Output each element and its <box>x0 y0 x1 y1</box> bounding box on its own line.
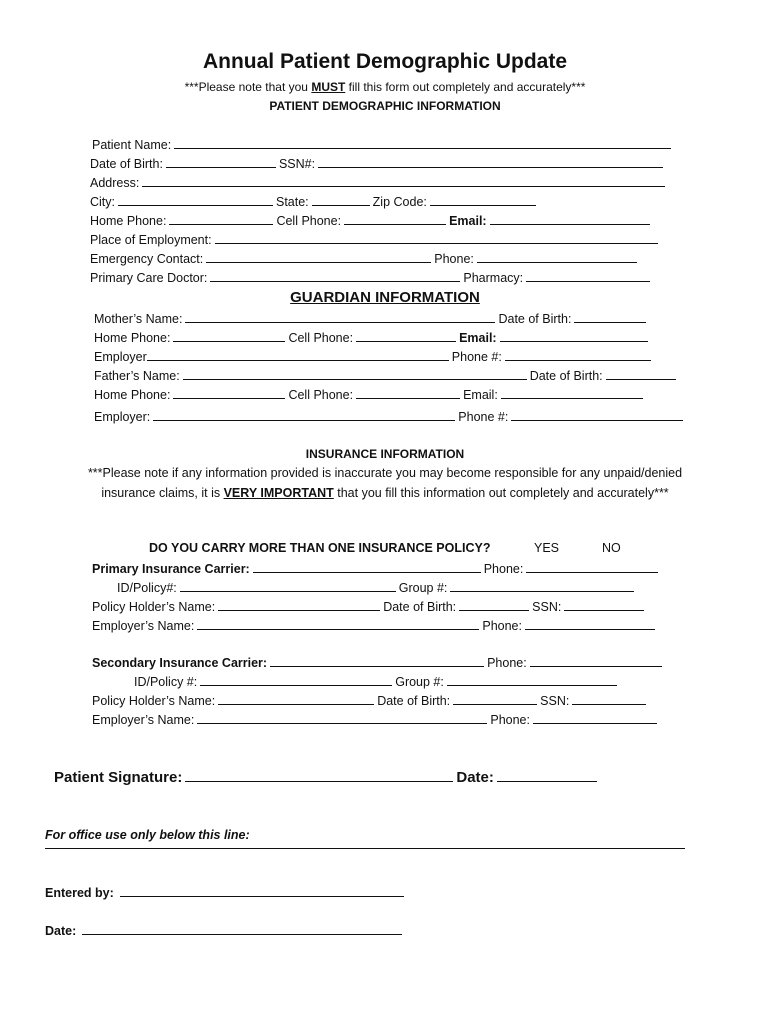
address-field[interactable] <box>142 175 665 187</box>
father-employer-row: Employer: Phone #: <box>94 409 686 427</box>
mother-cell-phone-field[interactable] <box>356 330 456 342</box>
secondary-carrier-field[interactable] <box>270 655 484 667</box>
insurance-notice-line2: insurance claims, it is VERY IMPORTANT that you fill this information out completely and accurately*** <box>101 486 669 500</box>
very-important-emphasis: VERY IMPORTANT <box>223 486 334 500</box>
ssn-field[interactable] <box>318 156 663 168</box>
entered-by-field[interactable] <box>120 885 404 897</box>
father-phones-row: Home Phone: Cell Phone: Email: <box>94 387 646 405</box>
primary-id-field[interactable] <box>180 580 396 592</box>
zip-field[interactable] <box>430 194 536 206</box>
primary-holder-dob-field[interactable] <box>459 599 529 611</box>
father-email-field[interactable] <box>501 387 643 399</box>
insurance-notice-line1: ***Please note if any information provided is inaccurate you may become responsible for any unpaid/denied <box>87 466 683 480</box>
patient-name-field[interactable] <box>174 137 671 149</box>
mother-phones-row: Home Phone: Cell Phone: Email: <box>94 330 651 348</box>
primary-id-row: ID/Policy#: Group #: <box>117 580 637 598</box>
office-date-field[interactable] <box>82 923 402 935</box>
father-cell-phone-field[interactable] <box>356 387 460 399</box>
insurance-section-heading: INSURANCE INFORMATION <box>305 447 465 461</box>
guardian-section-heading: GUARDIAN INFORMATION <box>290 289 480 306</box>
employment-field[interactable] <box>215 232 658 244</box>
father-name-field[interactable] <box>183 368 527 380</box>
office-use-heading-row <box>45 828 250 846</box>
patient-phones-row: Home Phone: Cell Phone: Email: <box>90 213 653 231</box>
doctor-pharmacy-row: Primary Care Doctor: Pharmacy: <box>90 270 653 288</box>
primary-holder-ssn-field[interactable] <box>564 599 644 611</box>
father-employer-phone-field[interactable] <box>511 409 683 421</box>
primary-carrier-row: Primary Insurance Carrier: Phone: <box>92 561 661 579</box>
mother-home-phone-field[interactable] <box>173 330 285 342</box>
state-field[interactable] <box>312 194 370 206</box>
address-row: Address: <box>90 175 668 193</box>
secondary-holder-row: Policy Holder’s Name: Date of Birth: SSN: <box>92 693 649 711</box>
father-employer-field[interactable] <box>153 409 455 421</box>
dob-ssn-row: Date of Birth: SSN#: <box>90 156 666 174</box>
secondary-holder-dob-field[interactable] <box>453 693 537 705</box>
completion-notice: ***Please note that you MUST fill this form out completely and accurately*** <box>184 80 586 94</box>
secondary-employer-field[interactable] <box>197 712 487 724</box>
secondary-employer-phone-field[interactable] <box>533 712 657 724</box>
no-option[interactable]: NO <box>602 541 621 555</box>
city-field[interactable] <box>118 194 273 206</box>
office-date-row: Date: <box>45 923 405 941</box>
mother-employer-row: Employer Phone #: <box>94 349 654 367</box>
entered-by-row: Entered by: <box>45 885 407 903</box>
mother-email-field[interactable] <box>500 330 648 342</box>
secondary-group-field[interactable] <box>447 674 617 686</box>
dob-field[interactable] <box>166 156 276 168</box>
primary-employer-row: Employer’s Name: Phone: <box>92 618 658 636</box>
primary-group-field[interactable] <box>450 580 634 592</box>
employment-row: Place of Employment: <box>90 232 661 250</box>
multiple-policy-question: DO YOU CARRY MORE THAN ONE INSURANCE POLICY? <box>149 541 491 555</box>
secondary-id-field[interactable] <box>200 674 392 686</box>
primary-employer-phone-field[interactable] <box>525 618 655 630</box>
father-dob-field[interactable] <box>606 368 676 380</box>
yes-option[interactable]: YES <box>534 541 560 555</box>
emergency-phone-field[interactable] <box>477 251 637 263</box>
emergency-row: Emergency Contact: Phone: <box>90 251 640 269</box>
must-emphasis: MUST <box>311 80 346 94</box>
mother-dob-field[interactable] <box>574 311 646 323</box>
emergency-contact-field[interactable] <box>206 251 431 263</box>
father-home-phone-field[interactable] <box>173 387 285 399</box>
mother-name-field[interactable] <box>185 311 495 323</box>
home-phone-field[interactable] <box>169 213 273 225</box>
secondary-id-row: ID/Policy #: Group #: <box>134 674 620 692</box>
mother-row: Mother’s Name: Date of Birth: <box>94 311 649 329</box>
secondary-holder-field[interactable] <box>218 693 374 705</box>
office-divider-line <box>45 848 685 849</box>
secondary-employer-row: Employer’s Name: Phone: <box>92 712 660 730</box>
city-state-zip-row: City: State: Zip Code: <box>90 194 539 212</box>
doctor-field[interactable] <box>210 270 460 282</box>
pharmacy-field[interactable] <box>526 270 650 282</box>
mother-employer-field[interactable] <box>147 349 449 361</box>
secondary-phone-field[interactable] <box>530 655 662 667</box>
secondary-holder-ssn-field[interactable] <box>572 693 646 705</box>
signature-date-field[interactable] <box>497 768 597 782</box>
father-row: Father’s Name: Date of Birth: <box>94 368 679 386</box>
signature-field[interactable] <box>185 768 453 782</box>
signature-row: Patient Signature: Date: <box>54 768 600 790</box>
primary-carrier-field[interactable] <box>253 561 481 573</box>
office-use-heading: For office use only below this line: <box>45 828 250 842</box>
primary-holder-field[interactable] <box>218 599 380 611</box>
patient-name-row: Patient Name: <box>92 137 674 155</box>
mother-employer-phone-field[interactable] <box>505 349 651 361</box>
cell-phone-field[interactable] <box>344 213 446 225</box>
patient-section-heading: PATIENT DEMOGRAPHIC INFORMATION <box>269 99 501 113</box>
primary-holder-row: Policy Holder’s Name: Date of Birth: SSN: <box>92 599 647 617</box>
form-title: Annual Patient Demographic Update <box>202 50 568 73</box>
primary-employer-field[interactable] <box>197 618 479 630</box>
secondary-carrier-row: Secondary Insurance Carrier: Phone: <box>92 655 665 673</box>
email-field[interactable] <box>490 213 650 225</box>
primary-phone-field[interactable] <box>526 561 658 573</box>
